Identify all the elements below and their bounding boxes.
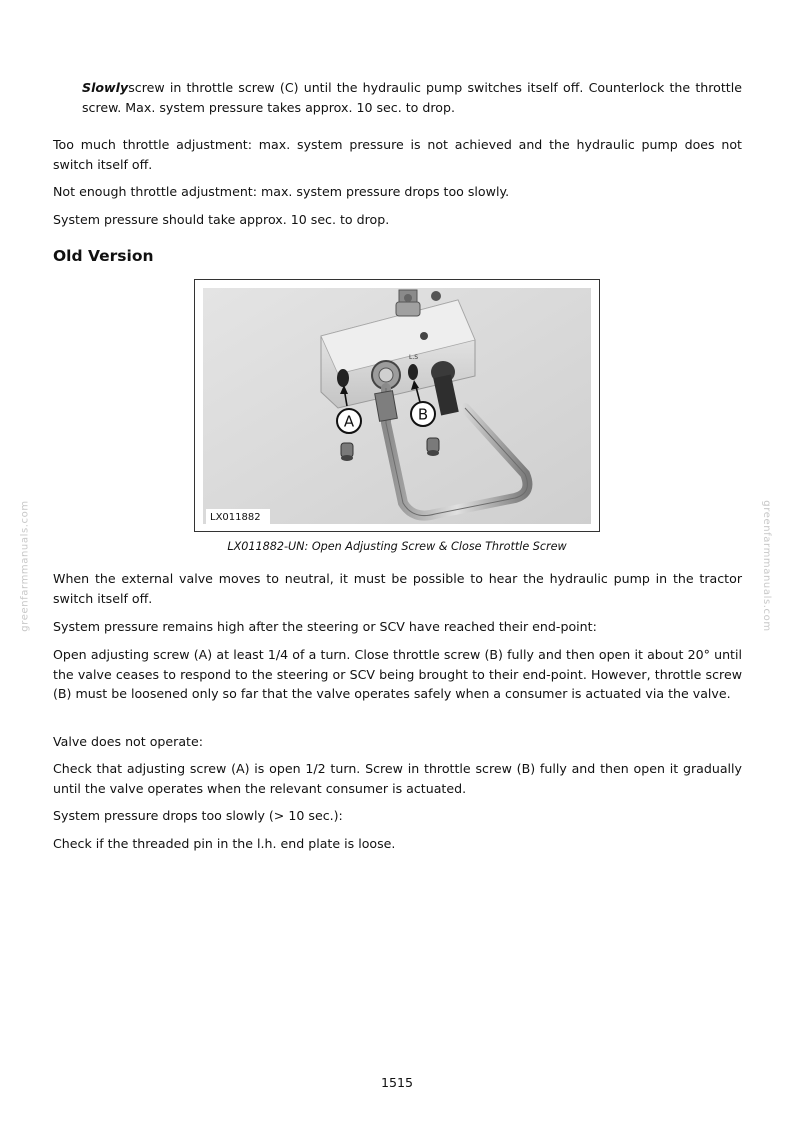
paragraph-open-adjusting-screw: Open adjusting screw (A) at least 1/4 of a turn. Close throttle screw (B) fully and then open it about 20° until the valve ceases to respond to the steering or SCV being brought to their end-point. However, throttle screw (B) must be loosened only so far that the valve operates safely when a consumer is actuated via the valve. [53, 647, 742, 701]
section-heading: Old Version [53, 247, 154, 265]
paragraph-check-adjusting-screw: Check that adjusting screw (A) is open 1/2 turn. Screw in throttle screw (B) fully and then open it gradually until the valve operates when the relevant consumer is actuated. [53, 761, 742, 796]
emphasis-slowly: Slowly [82, 80, 129, 95]
page-number: 1515 [380, 1075, 414, 1090]
valve-photo [203, 288, 591, 524]
paragraph-not-enough-throttle: Not enough throttle adjustment: max. system pressure drops too slowly. [53, 184, 510, 199]
watermark-left: greenfarmmanuals.com [19, 500, 31, 632]
paragraph-pressure-drop-time: System pressure should take approx. 10 sec. to drop. [53, 212, 390, 227]
image-code: LX011882 [210, 512, 261, 523]
paragraph-text: screw in throttle screw (C) until the hydraulic pump switches itself off. Counterlock the throttle screw. Max. system pressure takes approx. 10 sec. to drop. [82, 80, 742, 115]
callout-a: A [343, 412, 355, 431]
paragraph-pressure-drops-slowly: System pressure drops too slowly (> 10 sec.): [53, 808, 343, 823]
watermark-right: greenfarmmanuals.com [760, 500, 772, 632]
figure-caption: LX011882-UN: Open Adjusting Screw & Close Throttle Screw [227, 540, 567, 553]
paragraph-valve-not-operating: Valve does not operate: [53, 734, 203, 749]
valve-illustration [203, 288, 591, 524]
figure-frame [194, 279, 600, 532]
port-label: L.S [409, 354, 419, 361]
callout-b: B [417, 405, 429, 424]
paragraph-check-threaded-pin: Check if the threaded pin in the l.h. end plate is loose. [53, 836, 396, 851]
paragraph-throttle-adjust [82, 78, 742, 117]
paragraph-too-much-throttle: Too much throttle adjustment: max. system pressure is not achieved and the hydraulic pump does not switch itself off. [53, 137, 742, 172]
paragraph-neutral-check: When the external valve moves to neutral, it must be possible to hear the hydraulic pump in the tractor switch itself off. [53, 571, 742, 606]
paragraph-pressure-high: System pressure remains high after the steering or SCV have reached their end-point: [53, 619, 597, 634]
